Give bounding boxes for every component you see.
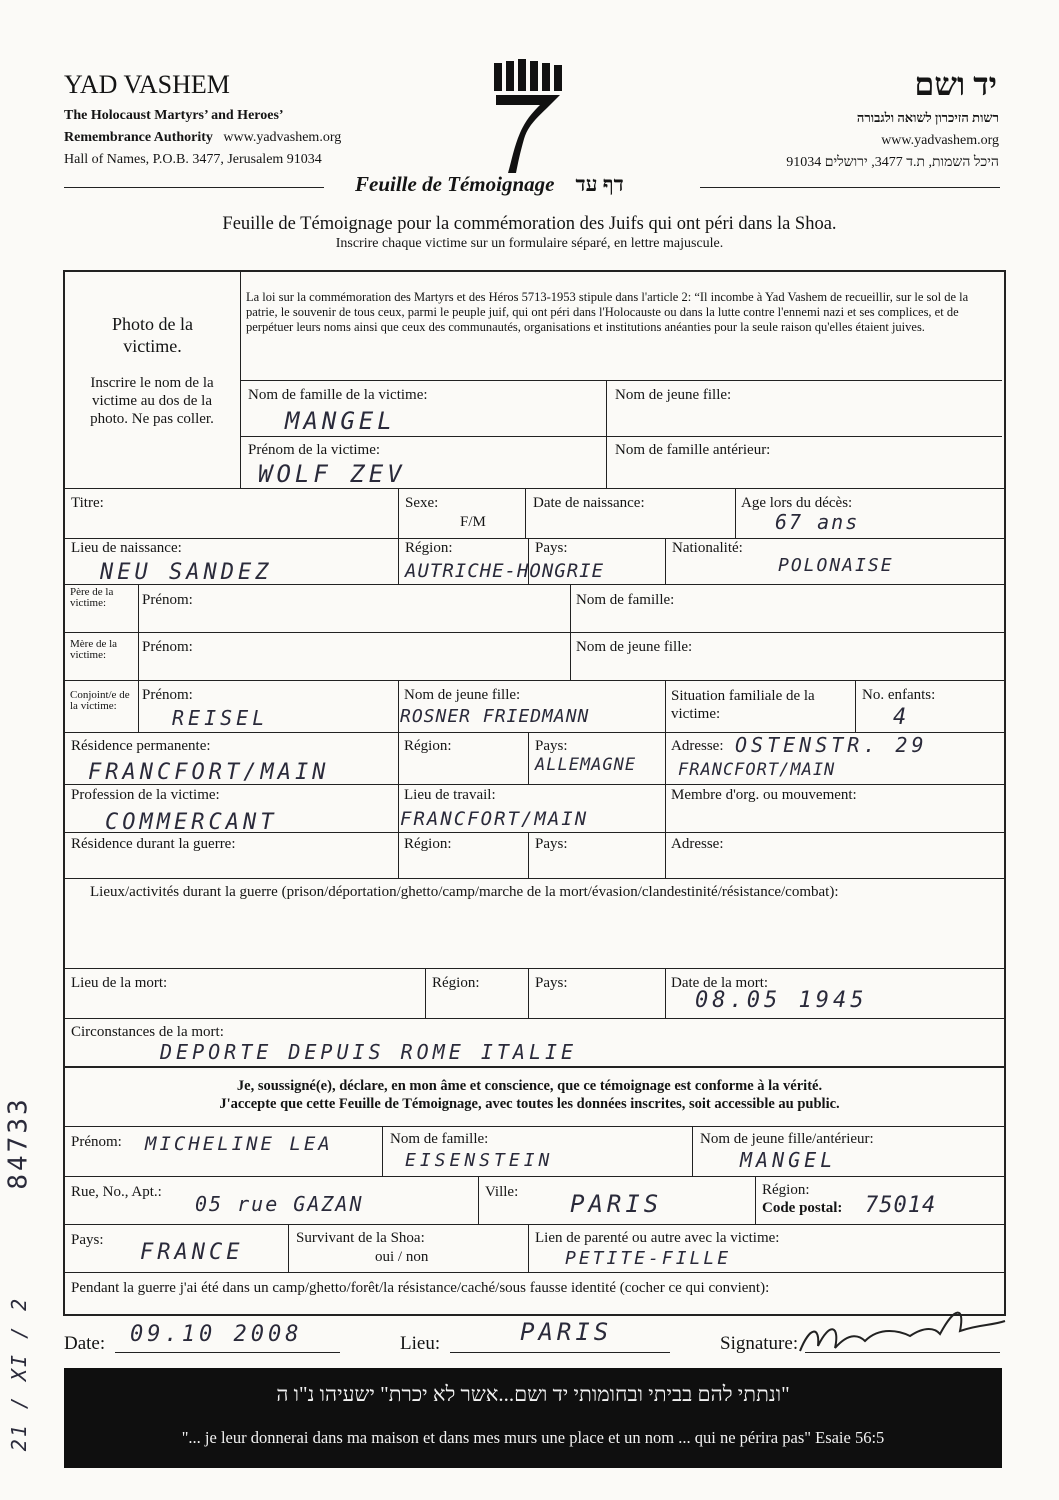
submitter-family-value[interactable]: EISENSTEIN <box>405 1150 554 1171</box>
col-rule <box>665 732 666 784</box>
birth-region-value[interactable]: AUTRICHE-HONGRIE <box>405 560 605 582</box>
death-region-label: Région: <box>432 975 480 991</box>
nationality-label: Nationalité: <box>672 540 743 556</box>
spouse-side-label: Conjoint/e de la victime: <box>70 689 130 712</box>
hebrew-title: יד ושם <box>914 66 997 102</box>
war-experience-line[interactable]: Pendant la guerre j'ai été dans un camp/ghetto/forêt/la résistance/caché/sous fausse identité (cocher ce qui convient): <box>71 1280 770 1296</box>
father-side-label: Père de la victime: <box>70 586 114 609</box>
col-rule <box>665 832 666 878</box>
website-en[interactable]: www.yadvashem.org <box>223 130 342 145</box>
row-rule <box>63 968 1004 969</box>
father-first-label: Prénom: <box>142 592 193 608</box>
war-address-label: Adresse: <box>671 836 724 852</box>
membership-label: Membre d'org. ou mouvement: <box>671 787 857 803</box>
death-place-label: Lieu de la mort: <box>71 975 168 991</box>
hebrew-address: היכל השמות, ת.ד 3477, ירושלים 91034 <box>786 155 999 170</box>
col-rule <box>525 488 526 538</box>
submitter-maiden-value[interactable]: MANGEL <box>740 1148 837 1172</box>
survivor-options[interactable]: oui / non <box>375 1249 429 1265</box>
col-rule <box>398 832 399 878</box>
submitter-first-label: Prénom: <box>71 1134 122 1150</box>
row-rule <box>63 832 1004 833</box>
col-rule <box>138 584 139 632</box>
family-name-value[interactable]: MANGEL <box>285 407 396 435</box>
date-label: Date: <box>64 1333 106 1354</box>
war-country-label: Pays: <box>535 836 568 852</box>
birth-region-label: Région: <box>405 540 453 556</box>
row-rule <box>240 436 1002 437</box>
submitter-maiden-label: Nom de jeune fille/antérieur: <box>700 1131 874 1147</box>
col-rule <box>692 1126 693 1176</box>
hebrew-subtitle: רשות הזיכרון לשואה ולגבורה <box>856 110 999 125</box>
submitter-country-value[interactable]: FRANCE <box>140 1240 244 1265</box>
col-rule <box>528 538 529 584</box>
work-place-value[interactable]: FRANCFORT/MAIN <box>400 808 589 830</box>
header-rule-right <box>700 187 1000 188</box>
row-rule <box>63 1272 1004 1273</box>
birth-country-label: Pays: <box>535 540 568 556</box>
row-rule <box>63 632 1004 633</box>
org-subtitle-2 <box>64 130 341 146</box>
relation-value[interactable]: PETITE-FILLE <box>565 1248 732 1269</box>
row-rule <box>63 680 1004 681</box>
residence-label: Résidence permanente: <box>71 738 211 754</box>
row-rule <box>63 1176 1004 1177</box>
org-title: YAD VASHEM <box>64 70 230 99</box>
mother-maiden-label: Nom de jeune fille: <box>576 639 693 655</box>
residence-address-label: Adresse: <box>671 738 724 754</box>
city-label: Ville: <box>485 1184 519 1200</box>
death-date-value[interactable]: 08.05 1945 <box>695 988 868 1013</box>
col-rule <box>288 1224 289 1272</box>
postal-label: Code postal: <box>762 1200 843 1216</box>
residence-address-line2[interactable]: FRANCFORT/MAIN <box>678 760 836 780</box>
header-rule-left <box>64 187 324 188</box>
death-country-label: Pays: <box>535 975 568 991</box>
col-rule <box>755 1176 756 1224</box>
row-rule <box>63 1018 1004 1019</box>
residence-value[interactable]: FRANCFORT/MAIN <box>88 760 330 785</box>
relation-label: Lien de parenté ou autre avec la victime: <box>535 1230 780 1246</box>
mother-first-label: Prénom: <box>142 639 193 655</box>
hebrew-quote: "ונתתי להם בביתי ובחומותי יד ושם...אשר לא יכרת" ישעיהו נ"ו ה <box>276 1382 790 1406</box>
sex-label: Sexe: <box>405 495 439 511</box>
place-label: Lieu: <box>400 1333 441 1354</box>
place-line <box>450 1352 670 1353</box>
law-rule <box>240 380 1002 381</box>
col-rule <box>855 680 856 732</box>
age-label: Age lors du décès: <box>741 495 853 511</box>
nationality-value[interactable]: POLONAISE <box>778 555 894 576</box>
col-rule <box>570 584 571 632</box>
spouse-maiden-value[interactable]: ROSNER FRIEDMANN <box>400 706 590 727</box>
place-value[interactable]: PARIS <box>520 1318 613 1346</box>
death-date-label: Date de la mort: <box>671 975 769 991</box>
website-he[interactable]: www.yadvashem.org <box>881 133 999 148</box>
col-rule <box>665 784 666 832</box>
birth-place-label: Lieu de naissance: <box>71 540 182 556</box>
col-rule <box>665 538 666 584</box>
sex-value[interactable]: F/M <box>460 514 486 530</box>
row-rule <box>63 1224 1004 1225</box>
photo-title: Photo de la victime. <box>112 314 193 356</box>
col-rule <box>398 488 399 538</box>
org-subtitle-1: The Holocaust Martyrs’ and Heroes’ <box>64 108 284 123</box>
title-label: Titre: <box>71 495 104 511</box>
col-rule <box>570 632 571 680</box>
submitter-country-label: Pays: <box>71 1232 104 1248</box>
residence-country-label: Pays: <box>535 738 568 754</box>
subheadline: Inscrire chaque victime sur un formulaire séparé, en lettre majuscule. <box>335 236 724 251</box>
name-divider <box>606 380 607 488</box>
col-rule <box>528 1224 529 1272</box>
date-line <box>115 1352 340 1353</box>
yad-vashem-logo-icon <box>488 55 568 175</box>
signature-label: Signature: <box>720 1333 799 1354</box>
org-subtitle-2-text: Remembrance Authority <box>64 130 213 145</box>
col-rule <box>382 1126 383 1176</box>
french-quote: "... je leur donnerai dans ma maison et dans mes murs une place et un nom ... qui ne périra pas" Esaie 56:5 <box>181 1428 885 1447</box>
survivor-label: Survivant de la Shoa: <box>296 1230 425 1246</box>
col-rule <box>398 784 399 832</box>
date-value[interactable]: 09.10 2008 <box>130 1322 303 1347</box>
row-rule <box>63 784 1004 785</box>
residence-country-value[interactable]: ALLEMAGNE <box>535 755 637 775</box>
quote-banner <box>64 1368 1002 1468</box>
family-name-label: Nom de famille de la victime: <box>248 387 428 403</box>
submitter-first-value[interactable]: MICHELINE LEA <box>145 1133 333 1155</box>
work-place-label: Lieu de travail: <box>404 787 496 803</box>
col-rule <box>665 680 666 732</box>
death-circumstances-label: Circonstances de la mort: <box>71 1024 224 1040</box>
declaration-line-2: J'accepte que cette Feuille de Témoignage, avec toutes les données inscrites, soit accessible au public. <box>219 1096 840 1112</box>
form-title <box>355 172 624 197</box>
postal-value[interactable]: 75014 <box>865 1193 937 1218</box>
row-rule <box>63 538 1004 539</box>
first-name-value[interactable]: WOLF ZEV <box>258 460 406 488</box>
first-name-label: Prénom de la victime: <box>248 442 381 458</box>
row-rule <box>63 878 1004 879</box>
children-label: No. enfants: <box>862 687 936 703</box>
margin-note: 21 / XI / 2 <box>7 1296 32 1452</box>
row-rule <box>63 488 1004 489</box>
submitter-region-label: Région: <box>762 1182 810 1198</box>
maiden-name-label: Nom de jeune fille: <box>615 387 732 403</box>
residence-region-label: Région: <box>404 738 452 754</box>
city-value[interactable]: PARIS <box>570 1190 663 1218</box>
mother-side-label: Mère de la victime: <box>70 638 118 661</box>
col-rule <box>398 538 399 584</box>
margin-stamp-number: 84733 <box>3 1096 34 1190</box>
spouse-status-label: Situation familiale de la victime: <box>671 688 815 722</box>
declaration-line-1: Je, soussigné(e), déclare, en mon âme et conscience, que ce témoignage est conforme à la vérité. <box>236 1078 823 1094</box>
col-rule <box>478 1176 479 1224</box>
col-rule <box>528 732 529 784</box>
row-rule <box>63 584 1004 585</box>
street-label: Rue, No., Apt.: <box>71 1184 162 1200</box>
col-rule <box>398 732 399 784</box>
headline: Feuille de Témoignage pour la commémoration des Juifs qui ont péri dans la Shoa. <box>222 214 837 234</box>
submitter-family-label: Nom de famille: <box>390 1131 489 1147</box>
birth-date-label: Date de naissance: <box>533 495 645 511</box>
form-title-he: דף עד <box>575 172 624 196</box>
row-rule <box>63 1126 1004 1127</box>
profession-value[interactable]: COMMERCANT <box>105 810 278 835</box>
col-rule <box>735 488 736 538</box>
war-places-label: Lieux/activités durant la guerre (prison/déportation/ghetto/camp/marche de la mort/évasion/clandestinité/résistance/combat): <box>90 884 839 900</box>
prev-family-label: Nom de famille antérieur: <box>615 442 771 458</box>
residence-address-line1[interactable]: OSTENSTR. 29 <box>735 733 928 757</box>
photo-instructions: Inscrire le nom de la victime au dos de la photo. Ne pas coller. <box>90 375 214 427</box>
profession-label: Profession de la victime: <box>71 787 220 803</box>
death-circumstances-value[interactable]: DEPORTE DEPUIS ROME ITALIE <box>160 1040 578 1064</box>
father-family-label: Nom de famille: <box>576 592 675 608</box>
spouse-maiden-label: Nom de jeune fille: <box>404 687 521 703</box>
war-region-label: Région: <box>404 836 452 852</box>
age-value[interactable]: 67 ans <box>775 510 860 534</box>
law-text: La loi sur la commémoration des Martyrs et des Héros 5713-1953 stipule dans l'article 2: “Il incombe à Yad Vashem de recueillir, sur le sol de la patrie, le souvenir de tous ceux, parmi le peuple juif, qui ont péri dans l'Holocauste ou dans la lutte contre l'ennemi nazi et ses complices, et de perpétuer leurs noms ainsi que ceux des communautés, organisations et institutions anéanties pour la seule raison qu'elles étaient juives. <box>246 290 969 334</box>
col-rule <box>528 832 529 878</box>
spouse-first-label: Prénom: <box>142 687 193 703</box>
children-value[interactable]: 4 <box>893 705 911 730</box>
col-rule <box>138 632 139 680</box>
org-address: Hall of Names, P.O.B. 3477, Jerusalem 91034 <box>64 152 322 167</box>
birth-place-value[interactable]: NEU SANDEZ <box>100 560 273 585</box>
col-rule <box>665 968 666 1018</box>
col-rule <box>528 968 529 1018</box>
form-title-fr: Feuille de Témoignage <box>355 172 555 196</box>
street-value[interactable]: 05 rue GAZAN <box>195 1192 364 1216</box>
signature-scribble <box>790 1296 1020 1366</box>
war-residence-label: Résidence durant la guerre: <box>71 836 236 852</box>
spouse-first-value[interactable]: REISEL <box>172 706 269 730</box>
col-rule <box>138 680 139 732</box>
col-rule <box>398 680 399 732</box>
col-rule <box>425 968 426 1018</box>
